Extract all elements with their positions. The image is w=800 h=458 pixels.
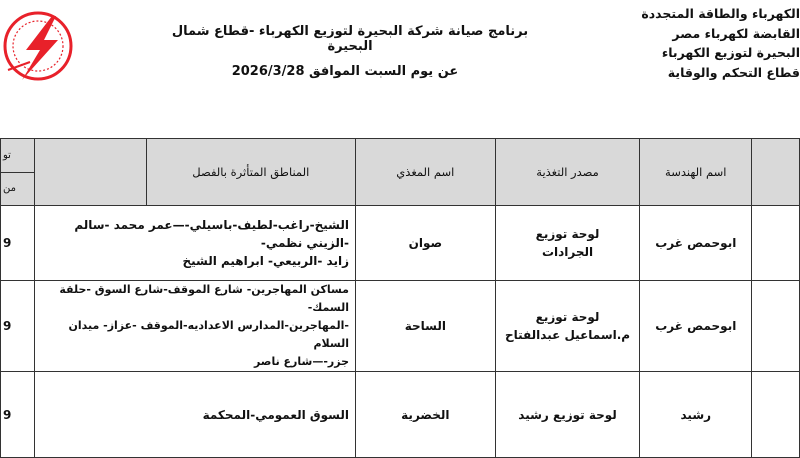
table-row (1, 372, 800, 458)
source-line: لوحة توزيع رشيد (518, 407, 617, 422)
zones-cell (34, 206, 355, 281)
source-line: الجرادات (541, 245, 594, 259)
source-line: م.اسماعيل عبدالفتاح (504, 328, 631, 342)
zones-line: السوق العمومي-المحكمة (202, 407, 349, 422)
header-engineering: اسم الهندسة (640, 139, 752, 206)
table-row (1, 206, 800, 281)
source-cell (495, 206, 640, 281)
engineering-cell: ابوحمص غرب (640, 281, 752, 372)
engineering-cell: ابوحمص غرب (640, 206, 752, 281)
feeder-cell: صوان (356, 206, 496, 281)
header-spare (34, 139, 146, 206)
source-cell (495, 281, 640, 372)
row-blank-cell (752, 372, 800, 458)
zones-line: مساكن المهاجرين- شارع الموقف-شارع السوق -حلقة السمك- (59, 283, 349, 314)
source-cell (495, 372, 640, 458)
partial-cell: 9 (1, 372, 35, 458)
row-blank-cell (752, 206, 800, 281)
maintenance-table (0, 138, 800, 458)
zones-line: جزر-—شارع ناصر (253, 355, 349, 368)
feeder-cell: الساحة (356, 281, 496, 372)
company-header (630, 4, 800, 82)
lightning-bolt-logo (0, 0, 75, 95)
ministry-line: الكهرباء والطاقة المتجددة (641, 6, 800, 21)
row-blank-cell (752, 281, 800, 372)
zones-line: زايد -الربيعي- ابراهيم الشيخ (182, 254, 349, 268)
header-source: مصدر التغذية (495, 139, 640, 206)
source-line: لوحة توزيع (535, 310, 600, 324)
header-partial-top: تو (1, 139, 35, 173)
header-zones: المناطق المتأثرة بالفصل (146, 139, 355, 206)
partial-cell: 9 (1, 281, 35, 372)
zones-line: الشيخ-راغب-لطيف-باسيلي-—عمر محمد -سالم -الزيني نظمي- (74, 218, 349, 250)
feeder-cell: الخضرية (356, 372, 496, 458)
zones-cell (34, 281, 355, 372)
sector-line: قطاع التحكم والوقاية (667, 64, 800, 80)
partial-cell: 9 (1, 206, 35, 281)
zones-cell (34, 372, 355, 458)
distribution-company-line: البحيرة لتوزيع الكهرباء (661, 45, 800, 60)
header-partial-bottom: من (1, 172, 35, 206)
table-row (1, 281, 800, 372)
zones-line: -المهاجرين-المدارس الاعداديه-الموقف -عزاز- ميدان السلام (68, 319, 349, 350)
header-feeder: اسم المغذي (356, 139, 496, 206)
header-blank-cell (752, 139, 800, 206)
date-line: عن يوم السبت الموافق 2026/3/28 (231, 64, 459, 79)
source-line: لوحة توزيع (535, 227, 600, 241)
page-title: برنامج صيانة شركة البحيرة لتوزيع الكهرباء -قطاع شمال البحيرة (171, 24, 529, 54)
engineering-cell: رشيد (640, 372, 752, 458)
holding-company-line: القابضة لكهرباء مصر (672, 25, 800, 41)
